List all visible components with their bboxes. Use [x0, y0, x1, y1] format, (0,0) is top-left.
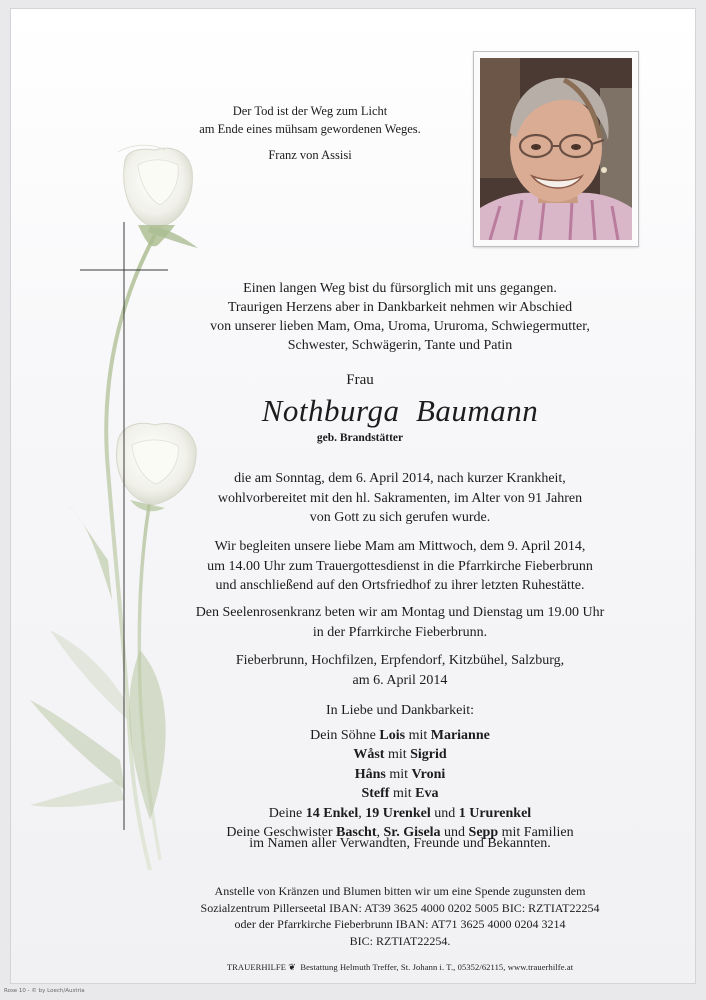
family-row-hans: Hâns mit Vroni [354, 766, 446, 782]
portrait-photo [480, 58, 632, 240]
in-love-heading: In Liebe und Dankbarkeit: [325, 703, 475, 718]
donation-line: BIC: RZTIAT22254. [349, 933, 451, 948]
intro-text [180, 279, 620, 355]
salutation: Frau [346, 372, 374, 388]
funeral-home-footer [180, 962, 620, 973]
funeral-line: und anschließend auf den Ortsfriedhof zu ihrer letzten Ruhestätte. [215, 578, 585, 593]
quote-line: Der Tod ist der Weg zum Licht [232, 104, 388, 118]
side-credit: Rose 10 - © by Loech/Austria [4, 988, 85, 994]
intro-line: Traurigen Herzens aber in Dankbarkeit nehmen wir Abschied [227, 300, 573, 315]
family-row-grandchildren: Deine 14 Enkel, 19 Urenkel und 1 Ururenkel [268, 805, 532, 821]
family-row-siblings: Deine Geschwister Bascht, Sr. Gisela und Sepp mit Familien [226, 825, 574, 841]
intro-line: Schwester, Schwägerin, Tante und Patin [287, 338, 513, 353]
portrait-illustration [480, 58, 632, 240]
donation-note [170, 883, 630, 949]
intro-line: von unserer lieben Mam, Oma, Uroma, Ururoma, Schwiegermutter, [210, 319, 590, 334]
death-notice-line: von Gott zu sich gerufen wurde. [309, 510, 491, 525]
funeral-line: Wir begleiten unsere liebe Mam am Mittwoch, dem 9. April 2014, [214, 539, 586, 554]
family-row-steff: Steff mit Eva [361, 786, 439, 802]
family-list [180, 726, 620, 842]
death-notice-line: die am Sonntag, dem 6. April 2014, nach kurzer Krankheit, [234, 471, 566, 486]
death-notice [180, 469, 620, 528]
portrait-frame [473, 51, 639, 247]
donation-line: Anstelle von Kränzen und Blumen bitten wir um eine Spende zugunsten dem [214, 884, 586, 898]
intro-line: Einen langen Weg bist du fürsorglich mit uns gegangen. [243, 281, 557, 296]
footer-text: Bestattung Helmuth Treffer, St. Johann i. T., 05352/62115, www.trauerhilfe.at [298, 962, 574, 972]
birth-name: geb. Brandstätter [316, 432, 404, 444]
family-row-wast: Wåst mit Sigrid [353, 747, 447, 763]
quote [150, 102, 470, 138]
place-line: Fieberbrunn, Hochfilzen, Erpfendorf, Kitzbühel, Salzburg, [235, 653, 565, 668]
closing-line: im Namen aller Verwandten, Freunde und Bekannten. [249, 836, 551, 851]
deceased-name: Nothburga Baumann [261, 393, 539, 428]
donation-line: Sozialzentrum Pillerseetal IBAN: AT39 3625 4000 0202 5005 BIC: RZTIAT22254 [200, 900, 600, 915]
donation-line: oder der Pfarrkirche Fieberbrunn IBAN: AT71 3625 4000 0204 3214 [234, 917, 566, 931]
brand-name: TRAUERHILFE [226, 962, 287, 972]
date-line: am 6. April 2014 [352, 672, 448, 688]
death-notice-line: wohlvorbereitet mit den hl. Sakramenten, im Alter von 91 Jahren [217, 490, 583, 506]
rosary-notice [180, 603, 620, 642]
rosary-line: Den Seelenrosenkranz beten wir am Montag und Dienstag um 19.00 Uhr [195, 605, 605, 620]
place-date [180, 651, 620, 690]
rosary-line: in der Pfarrkirche Fieberbrunn. [312, 624, 488, 640]
family-row-sons: Dein Söhne Lois mit Marianne [310, 728, 490, 743]
quote-author: Franz von Assisi [268, 148, 352, 162]
footer-leaf-icon: ❦ [288, 962, 296, 972]
quote-line: am Ende eines mühsam gewordenen Weges. [199, 122, 421, 136]
funeral-line: um 14.00 Uhr zum Trauergottesdienst in die Pfarrkirche Fieberbrunn [207, 558, 593, 574]
funeral-notice [180, 537, 620, 596]
